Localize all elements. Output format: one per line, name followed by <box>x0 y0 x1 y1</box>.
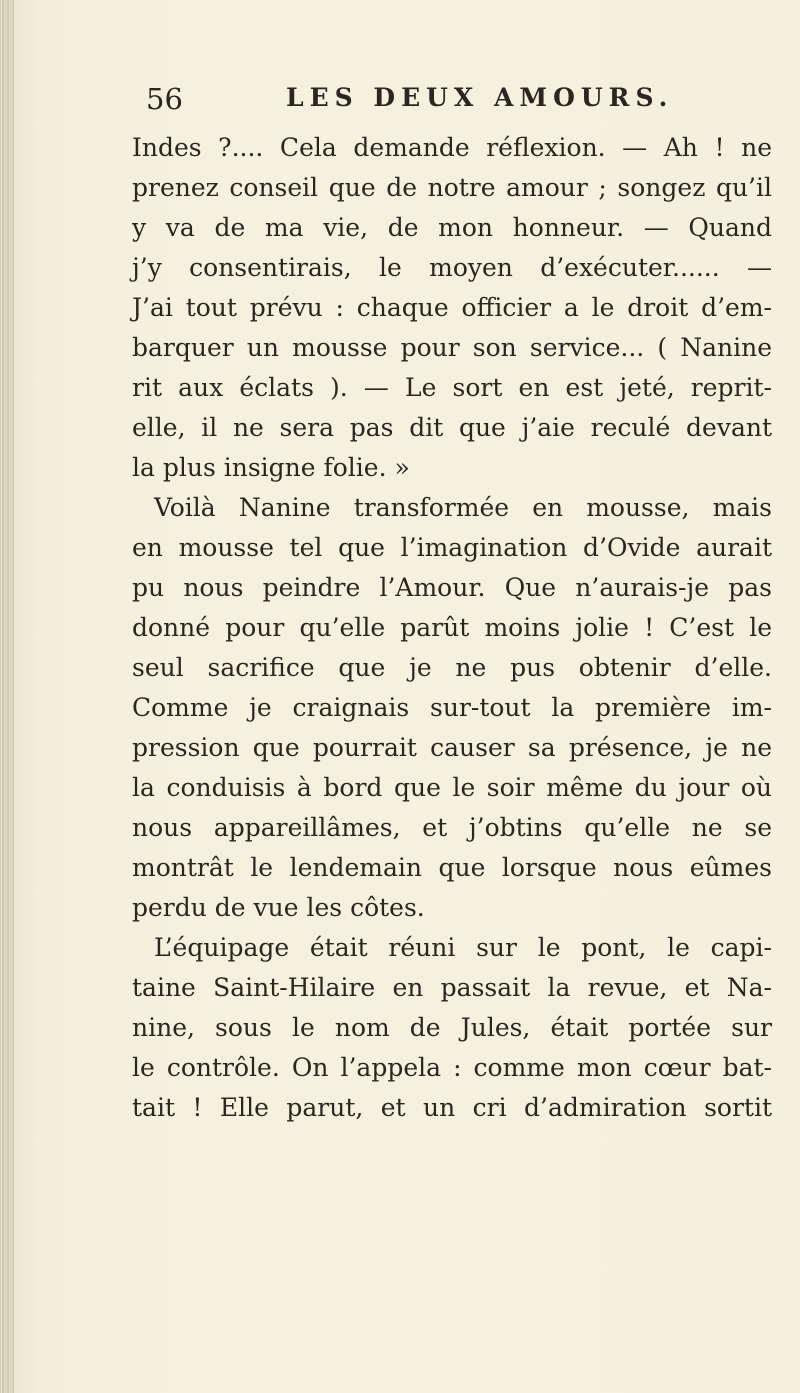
text-line: Voilà Nanine transformée en mousse, mais <box>154 493 772 522</box>
text-line: tait ! Elle parut, et un cri d’admiration sortit <box>132 1093 772 1122</box>
text-line: le contrôle. On l’appela : comme mon cœur bat- <box>132 1053 772 1082</box>
text-line: j’y consentirais, le moyen d’exécuter...... — <box>132 253 772 282</box>
text-line: prenez conseil que de notre amour ; songez qu’il <box>132 173 772 202</box>
text-line: pression que pourrait causer sa présence, je ne <box>132 733 772 762</box>
page-number: 56 <box>146 82 183 116</box>
text-line: seul sacrifice que je ne pus obtenir d’elle. <box>132 653 772 682</box>
text-line: en mousse tel que l’imagination d’Ovide aurait <box>132 533 772 562</box>
text-line: Indes ?.... Cela demande réflexion. — Ah ! ne <box>132 133 772 162</box>
text-line: elle, il ne sera pas dit que j’aie reculé devant <box>132 413 772 442</box>
body-text <box>132 128 772 1128</box>
page-header <box>146 82 746 122</box>
text-line: Comme je craignais sur-tout la première im- <box>132 693 772 722</box>
text-line: barquer un mousse pour son service... ( Nanine <box>132 333 772 362</box>
text-line: nous appareillâmes, et j’obtins qu’elle ne se <box>132 813 772 842</box>
text-line: la plus insigne folie. » <box>132 453 410 482</box>
text-line: L’équipage était réuni sur le pont, le capi- <box>154 933 772 962</box>
text-line: perdu de vue les côtes. <box>132 893 425 922</box>
text-line: taine Saint-Hilaire en passait la revue, et Na- <box>132 973 772 1002</box>
text-line: rit aux éclats ). — Le sort en est jeté, reprit- <box>132 373 772 402</box>
text-line: donné pour qu’elle parût moins jolie ! C’est le <box>132 613 772 642</box>
text-line: montrât le lendemain que lorsque nous eûmes <box>132 853 772 882</box>
text-line: pu nous peindre l’Amour. Que n’aurais-je pas <box>132 573 772 602</box>
running-title: LES DEUX AMOURS. <box>286 83 674 112</box>
text-line: nine, sous le nom de Jules, était portée sur <box>132 1013 772 1042</box>
text-line: la conduisis à bord que le soir même du jour où <box>132 773 772 802</box>
page-gutter <box>0 0 14 1393</box>
text-line: J’ai tout prévu : chaque officier a le droit d’em- <box>132 293 772 322</box>
text-line: y va de ma vie, de mon honneur. — Quand <box>132 213 772 242</box>
